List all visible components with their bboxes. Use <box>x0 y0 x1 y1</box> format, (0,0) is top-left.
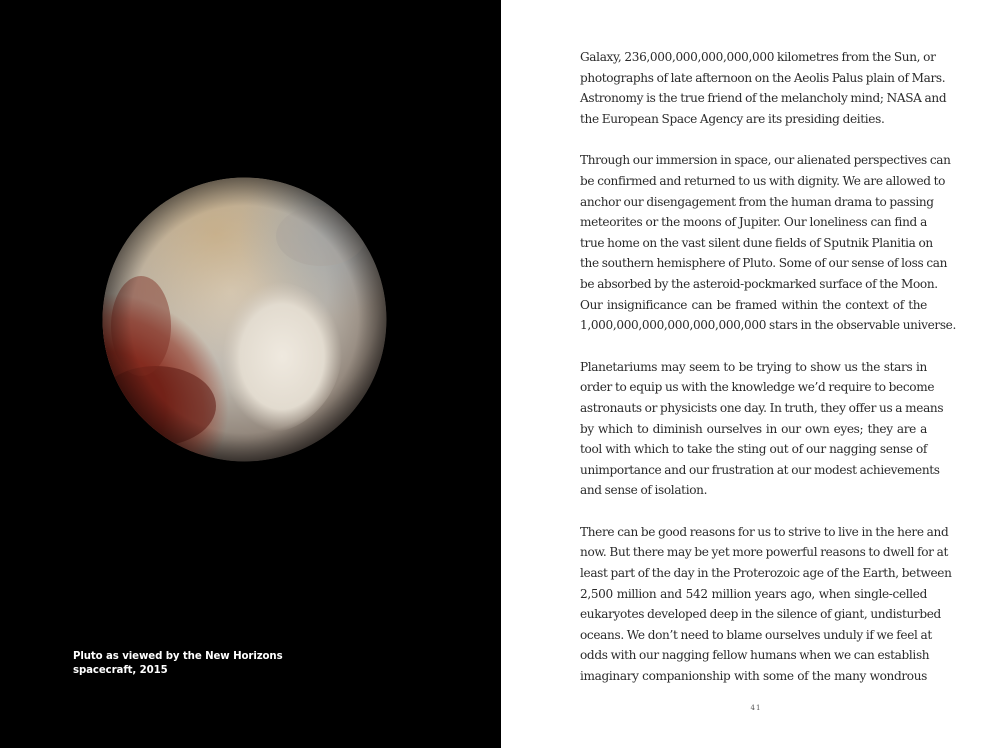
text-line: 1,000,000,000,000,000,000,000 stars in the observable universe. <box>580 318 956 333</box>
text-line: eukaryotes developed deep in the silence of giant, undisturbed <box>580 607 941 622</box>
text-line: imaginary companionship with some of the many wondrous <box>580 669 927 684</box>
text-line: There can be good reasons for us to strive to live in the here and <box>580 524 949 539</box>
text-line: Our insignificance can be framed within the context of the <box>580 297 927 312</box>
text-line: be absorbed by the asteroid-pockmarked surface of the Moon. <box>580 276 938 291</box>
text-line: Astronomy is the true friend of the melancholy mind; NASA and <box>580 91 947 106</box>
text-line: true home on the vast silent dune fields of Sputnik Planitia on <box>580 235 933 250</box>
body-text <box>580 47 956 708</box>
text-line: 2,500 million and 542 million years ago, when single-celled <box>580 586 927 601</box>
image-caption: Pluto as viewed by the New Horizons spacecraft, 2015 <box>73 651 283 676</box>
text-line: Planetariums may seem to be trying to show us the stars in <box>580 359 927 374</box>
paragraph <box>580 47 947 129</box>
text-line: Galaxy, 236,000,000,000,000,000 kilometres from the Sun, or <box>580 50 936 64</box>
paragraph <box>580 150 956 335</box>
text-line: astronauts or physicists one day. In truth, they offer us a means <box>580 400 944 415</box>
text-line: the southern hemisphere of Pluto. Some of our sense of loss can <box>580 256 948 271</box>
text-line: unimportance and our frustration at our modest achievements <box>580 462 940 477</box>
text-line: order to equip us with the knowledge we’d require to become <box>580 380 935 395</box>
paragraph <box>580 357 944 501</box>
text-line: tool with which to take the sting out of our nagging sense of <box>580 442 927 457</box>
text-line: Through our immersion in space, our alienated perspectives can <box>580 153 951 168</box>
page-number: 41 <box>750 704 762 712</box>
text-line: anchor our disengagement from the human drama to passing <box>580 194 934 209</box>
text-line: be confirmed and returned to us with dignity. We are allowed to <box>580 173 946 188</box>
text-line: and sense of isolation. <box>580 483 708 498</box>
text-line: by which to diminish ourselves in our own eyes; they are a <box>580 421 927 436</box>
pluto-image <box>101 176 388 463</box>
paragraph <box>580 522 952 687</box>
text-line: the European Space Agency are its presiding deities. <box>580 111 885 126</box>
text-line: least part of the day in the Proterozoic age of the Earth, between <box>580 566 952 581</box>
text-line: now. But there may be yet more powerful reasons to dwell for at <box>580 545 948 560</box>
text-line: oceans. We don’t need to blame ourselves unduly if we feel at <box>580 627 932 642</box>
text-line: photographs of late afternoon on the Aeolis Palus plain of Mars. <box>580 70 946 85</box>
text-line: meteorites or the moons of Jupiter. Our loneliness can find a <box>580 215 927 230</box>
text-line: odds with our nagging fellow humans when we can establish <box>580 648 930 663</box>
